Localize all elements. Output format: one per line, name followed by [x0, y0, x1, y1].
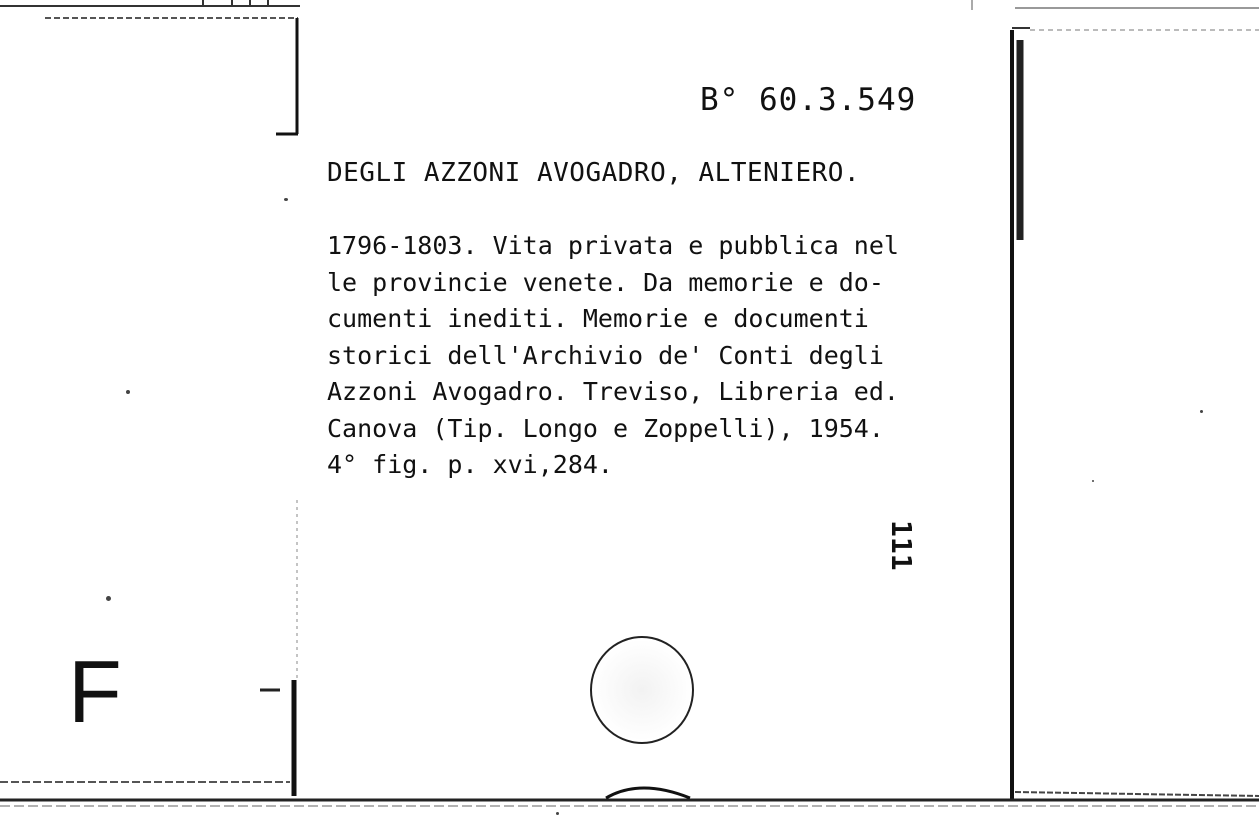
- speck: [1092, 480, 1094, 482]
- bibliographic-description: [327, 228, 1017, 484]
- description-line: cumenti inediti. Memorie e documenti: [327, 304, 869, 333]
- punch-hole: [590, 636, 694, 744]
- description-line: le provincie venete. Da memorie e do-: [327, 267, 884, 297]
- handwritten-margin-mark: 111: [885, 520, 918, 571]
- author-heading: DEGLI AZZONI AVOGADRO, ALTENIERO.: [327, 158, 861, 188]
- description-line: storici dell'Archivio de' Conti degli: [327, 340, 884, 370]
- speck: [556, 812, 559, 815]
- description-line: 4° fig. p. xvi,284.: [327, 450, 613, 479]
- description-line: Azzoni Avogadro. Treviso, Libreria ed.: [327, 377, 899, 406]
- call-number: B° 60.3.549: [700, 82, 917, 118]
- speck: [1200, 410, 1203, 413]
- speck: [126, 390, 130, 394]
- speck: [106, 596, 111, 601]
- speck: [284, 198, 288, 201]
- neighbour-card-letter: F: [68, 642, 122, 741]
- description-line: 1796-1803. Vita privata e pubblica nel: [327, 231, 899, 260]
- description-line: Canova (Tip. Longo e Zoppelli), 1954.: [327, 413, 884, 443]
